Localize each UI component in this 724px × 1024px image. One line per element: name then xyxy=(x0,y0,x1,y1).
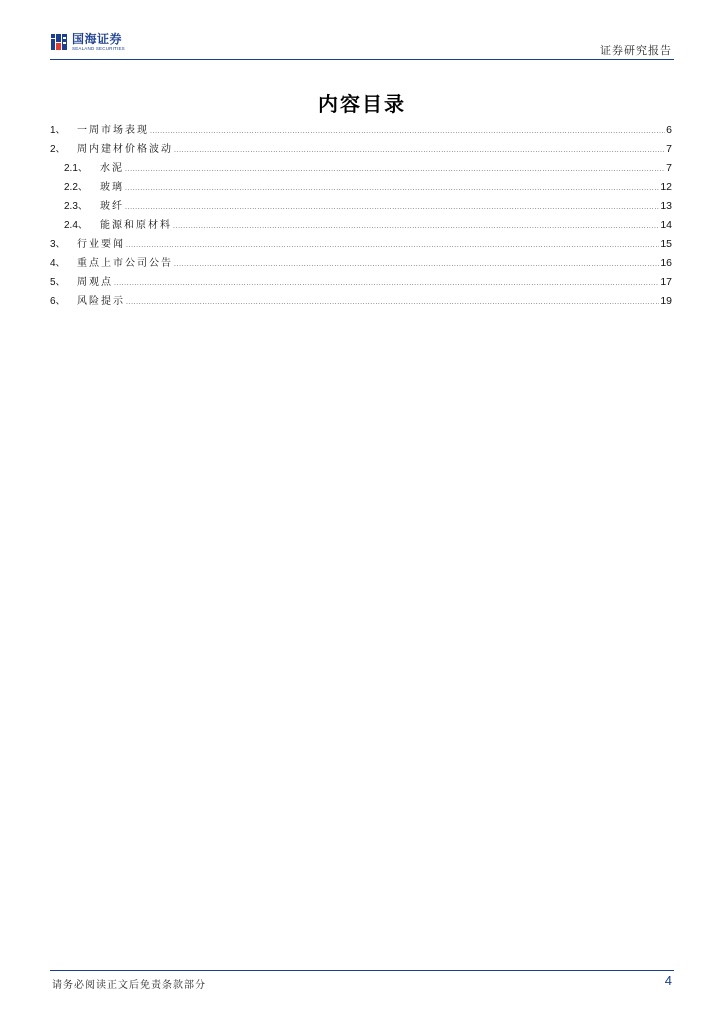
toc-entry-label: 行业要闻 xyxy=(77,239,125,250)
toc-entry[interactable] xyxy=(50,178,672,197)
toc-entry-label: 重点上市公司公告 xyxy=(77,258,173,269)
report-type-label: 证券研究报告 xyxy=(600,44,672,57)
toc-entry-label: 玻璃 xyxy=(100,182,124,193)
table-of-contents xyxy=(50,121,672,311)
toc-entry-number: 6、 xyxy=(50,296,66,307)
toc-entry-page: 7 xyxy=(666,143,672,155)
toc-entry-label: 周内建材价格波动 xyxy=(77,144,173,155)
toc-entry-label: 周观点 xyxy=(77,277,113,288)
toc-entry[interactable] xyxy=(50,140,672,159)
toc-entry[interactable] xyxy=(50,197,672,216)
toc-dot-leader xyxy=(125,185,659,192)
toc-dot-leader xyxy=(125,204,659,211)
toc-entry[interactable] xyxy=(50,216,672,235)
toc-entry-page: 19 xyxy=(660,295,672,307)
toc-entry-label: 一周市场表现 xyxy=(77,125,149,136)
toc-entry-number: 5、 xyxy=(50,277,66,288)
toc-entry-page: 13 xyxy=(660,200,672,212)
toc-dot-leader xyxy=(173,223,659,230)
toc-entry-label: 水泥 xyxy=(100,163,124,174)
toc-entry-label: 能源和原材料 xyxy=(100,220,172,231)
footer-disclaimer: 请务必阅读正文后免责条款部分 xyxy=(52,980,206,991)
toc-entry-number: 1、 xyxy=(50,125,66,136)
toc-entry-number: 2.2、 xyxy=(64,182,88,193)
toc-entry-label: 玻纤 xyxy=(100,201,124,212)
toc-entry-page: 17 xyxy=(660,276,672,288)
toc-entry-page: 14 xyxy=(660,219,672,231)
toc-dot-leader xyxy=(126,242,659,249)
toc-entry[interactable] xyxy=(50,292,672,311)
page-number: 4 xyxy=(664,973,672,988)
toc-entry-number: 2.3、 xyxy=(64,201,88,212)
toc-dot-leader xyxy=(174,147,665,154)
toc-entry[interactable] xyxy=(50,159,672,178)
toc-entry-label: 风险提示 xyxy=(77,296,125,307)
logo-english-name: SEALAND SECURITIES xyxy=(72,45,125,51)
toc-entry-number: 2、 xyxy=(50,144,66,155)
toc-entry[interactable] xyxy=(50,254,672,273)
toc-dot-leader xyxy=(125,166,665,173)
company-logo xyxy=(50,32,125,52)
toc-entry-number: 3、 xyxy=(50,239,66,250)
toc-entry-page: 16 xyxy=(660,257,672,269)
toc-dot-leader xyxy=(150,128,665,135)
toc-dot-leader xyxy=(126,299,659,306)
toc-entry-page: 6 xyxy=(666,124,672,136)
toc-dot-leader xyxy=(174,261,659,268)
footer-divider xyxy=(50,970,674,971)
toc-entry-page: 12 xyxy=(660,181,672,193)
toc-entry[interactable] xyxy=(50,121,672,140)
logo-mark-icon xyxy=(50,33,68,51)
toc-entry[interactable] xyxy=(50,273,672,292)
header-divider xyxy=(50,59,674,60)
toc-entry-number: 2.4、 xyxy=(64,220,88,231)
toc-entry-page: 15 xyxy=(660,238,672,250)
toc-entry-page: 7 xyxy=(666,162,672,174)
toc-dot-leader xyxy=(114,280,659,287)
toc-entry-number: 2.1、 xyxy=(64,163,88,174)
toc-entry[interactable] xyxy=(50,235,672,254)
page-title: 内容目录 xyxy=(318,92,406,116)
logo-chinese-name: 国海证券 xyxy=(72,31,123,46)
toc-entry-number: 4、 xyxy=(50,258,66,269)
